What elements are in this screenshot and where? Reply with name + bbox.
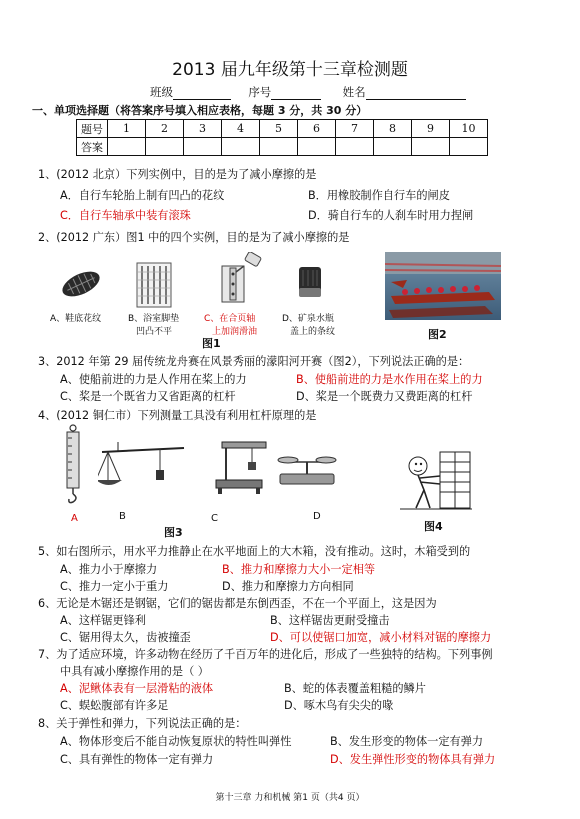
q5-option-a: A、推力小于摩擦力 <box>60 563 158 576</box>
table-cell-number: 10 <box>450 120 488 138</box>
table-cell-number: 2 <box>146 120 184 138</box>
q1-option-b: B．用橡胶制作自行车的闸皮 <box>308 189 450 202</box>
answer-cell[interactable] <box>184 138 222 156</box>
fig3-label-d: D <box>313 511 321 522</box>
seat-field[interactable] <box>271 87 321 100</box>
fig1-caption-b1: B、浴室脚垫 <box>128 314 180 324</box>
q4-stem: 4、(2012 铜仁市）下列测量工具没有利用杠杆原理的是 <box>38 409 317 422</box>
q5-option-b: B、推力和摩擦力大小一定相等 <box>222 563 376 576</box>
q7-option-a: A、泥鳅体表有一层滑粘的液体 <box>60 682 214 695</box>
fig1-caption-a: A、鞋底花纹 <box>50 314 102 324</box>
q8-option-a: A、物体形变后不能自动恢复原状的特性叫弹性 <box>60 735 292 748</box>
q7-option-c: C、蜈蚣腹部有许多足 <box>60 699 169 712</box>
q6-option-c: C、锯用得太久，齿被撞歪 <box>60 631 191 644</box>
q6-option-a: A、这样锯更锋利 <box>60 614 146 627</box>
answer-cell[interactable] <box>412 138 450 156</box>
class-label: 班级 <box>150 85 173 99</box>
bath-mat-image <box>136 262 172 308</box>
table-cell-number: 7 <box>336 120 374 138</box>
balance-scale-image <box>276 450 338 488</box>
fig3-label-a: A <box>71 513 78 524</box>
q6-stem: 6、无论是木锯还是钢锯，它们的锯齿都是东倒西歪，不在一个平面上，这是因为 <box>38 597 437 610</box>
platform-scale-image <box>212 436 270 500</box>
q3-option-d: D、桨是一个既费力又费距离的杠杆 <box>296 390 473 403</box>
answer-cell[interactable] <box>374 138 412 156</box>
table-cell-number: 6 <box>298 120 336 138</box>
q5-stem: 5、如右图所示，用水平力推静止在水平地面上的大木箱，没有推动。这时，木箱受到的 <box>38 545 471 558</box>
q6-option-d: D、可以使锯口加宽，减小材料对锯的摩擦力 <box>270 631 492 644</box>
q7-option-d: D、啄木鸟有尖尖的喙 <box>284 699 394 712</box>
name-label: 姓名 <box>342 85 366 99</box>
pushing-crate-image <box>400 446 472 512</box>
table-cell-number: 9 <box>412 120 450 138</box>
info-row <box>150 84 466 100</box>
q3-option-a: A、使船前进的力是人作用在桨上的力 <box>60 373 247 386</box>
table-cell-number: 8 <box>374 120 412 138</box>
q7-option-b: B、蛇的体表覆盖粗糙的鳞片 <box>284 682 426 695</box>
q8-option-d: D、发生弹性形变的物体具有弹力 <box>330 753 496 766</box>
table-cell-number: 4 <box>222 120 260 138</box>
q1-option-d: D．骑自行车的人刹车时用力捏闸 <box>308 209 474 222</box>
q8-option-b: B、发生形变的物体一定有弹力 <box>330 735 484 748</box>
table-cell-number: 5 <box>260 120 298 138</box>
fig1-caption-c2: 上加润滑油 <box>212 327 258 337</box>
q2-stem: 2、(2012 广东）图1 中的四个实例，目的是为了减小摩擦的是 <box>38 231 350 244</box>
q3-stem: 3、2012 年第 29 届传统龙舟赛在风景秀丽的濛阳河开赛（图2），下列说法正确的是： <box>38 355 470 368</box>
table-header-answer: 答案 <box>77 138 108 156</box>
q5-option-d: D、推力和摩擦力方向相同 <box>222 580 354 593</box>
q3-option-b: B、使船前进的力是水作用在桨上的力 <box>296 373 483 386</box>
fig3-label-b: B <box>119 511 126 522</box>
table-cell-number: 3 <box>184 120 222 138</box>
q5-option-c: C、推力一定小于重力 <box>60 580 169 593</box>
hinge-oil-image <box>214 252 264 306</box>
answer-table <box>76 119 488 156</box>
table-header-number: 题号 <box>77 120 108 138</box>
page-title: 2013 届九年级第十三章检测题 <box>172 60 408 80</box>
fig3-label: 图3 <box>164 526 183 539</box>
name-field[interactable] <box>366 87 466 100</box>
fig1-caption-b2: 凹凸不平 <box>136 327 173 337</box>
q7-stem-line1: 7、为了适应环境，许多动物在经历了千百万年的进化后，形成了一些独特的结构。下列事例 <box>38 648 493 661</box>
q6-option-b: B、这样锯齿更耐受撞击 <box>270 614 390 627</box>
fig1-label: 图1 <box>202 337 221 350</box>
table-cell-number: 1 <box>108 120 146 138</box>
page-footer: 第十三章 力和机械 第1 页（共4 页） <box>215 793 365 803</box>
fig1-caption-d2: 盖上的条纹 <box>290 327 336 337</box>
seat-label: 序号 <box>248 85 272 99</box>
q7-stem-line2: 中具有减小摩擦作用的是（ ） <box>60 665 209 678</box>
fig3-label-c: C <box>211 513 218 524</box>
fig1-caption-d1: D、矿泉水瓶 <box>282 314 334 324</box>
q1-stem: 1、(2012 北京）下列实例中，目的是为了减小摩擦的是 <box>38 168 317 181</box>
fig2-label: 图2 <box>428 328 447 341</box>
class-field[interactable] <box>173 87 231 100</box>
q1-option-a: A．自行车轮胎上制有凹凸的花纹 <box>60 189 225 202</box>
answer-cell[interactable] <box>260 138 298 156</box>
answer-cell[interactable] <box>336 138 374 156</box>
spring-scale-image <box>58 424 88 510</box>
bottle-cap-image <box>296 264 324 302</box>
dragon-boat-photo <box>385 252 501 320</box>
q8-option-c: C、具有弹性的物体一定有弹力 <box>60 753 214 766</box>
q8-stem: 8、关于弹性和弹力，下列说法正确的是： <box>38 717 247 730</box>
answer-cell[interactable] <box>108 138 146 156</box>
fig4-label: 图4 <box>424 520 443 533</box>
answer-cell[interactable] <box>222 138 260 156</box>
shoe-sole-image <box>58 262 104 306</box>
answer-cell[interactable] <box>450 138 488 156</box>
steelyard-image <box>98 440 188 496</box>
answer-cell[interactable] <box>146 138 184 156</box>
section-heading: 一、单项选择题（将答案序号填入相应表格，每题 3 分，共 30 分） <box>32 104 368 117</box>
answer-cell[interactable] <box>298 138 336 156</box>
fig1-caption-c1: C、在合页轴 <box>204 314 256 324</box>
q1-option-c: C．自行车轴承中装有滚珠 <box>60 209 191 222</box>
q3-option-c: C、桨是一个既省力又省距离的杠杆 <box>60 390 236 403</box>
